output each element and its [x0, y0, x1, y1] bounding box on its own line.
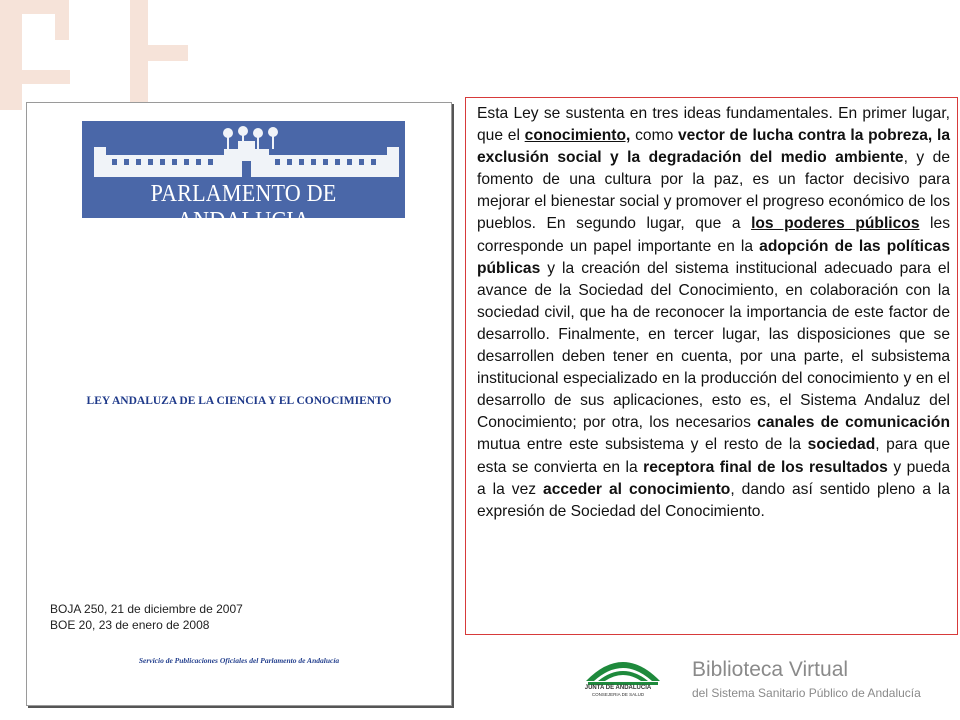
publisher-line: Servicio de Publicaciones Oficiales del Parlamento de Andalucía — [138, 656, 340, 665]
parliament-banner — [82, 121, 405, 234]
library-title: Biblioteca Virtual — [692, 658, 849, 681]
text-panel — [465, 97, 958, 635]
highlight-canales: canales de comunicación — [757, 414, 950, 432]
boja-reference: BOJA 250, 21 de diciembre de 2007 — [50, 602, 243, 616]
boe-reference: BOE 20, 23 de enero de 2008 — [50, 618, 210, 632]
highlight-vector: vector de lucha contra la pobreza, la exclusión social y la degradación del medio ambiente — [477, 127, 951, 167]
publication-references — [50, 601, 243, 633]
highlight-receptora: receptora final de los resultados — [643, 458, 888, 476]
highlight-poderes-publicos: los poderes públicos — [751, 215, 920, 233]
library-subtitle: del Sistema Sanitario Público de Andalucía — [692, 686, 921, 700]
banner-title: PARLAMENTO DE ANDALUCIA — [150, 181, 337, 234]
document-cover-preview — [26, 102, 452, 706]
highlight-politicas: adopción de las políticas públicas — [477, 237, 950, 277]
junta-andalucia-logo-icon — [578, 645, 668, 710]
highlight-acceder: acceder al conocimiento — [543, 480, 731, 498]
main-paragraph: Esta Ley se sustenta en tres ideas fundamentales. En primer lugar, que el conocimiento, como vector de lucha contra la pobreza, la exclusión social y la degradación del medio ambiente, y de fomento de una cultura por la paz, es un factor decisivo para mejorar el bienestar social y promover el progreso económico de los pueblos. En segundo lugar, que a los poderes públicos les corresponde un papel importante en la adopción de las políticas públicas y la creación del sistema institucional adecuado para el avance de la Sociedad del Conocimiento, en colaboración con la sociedad civil, que ha de reconocer la importancia de este factor de desarrollo. Finalmente, en tercer lugar, las disposiciones que se desarrollen deben tener en cuenta, por una parte, el subsistema institucional especializado en la producción del conocimiento y en el desarrollo de sus aplicaciones, esto es, el Sistema Andaluz del Conocimiento; por otra, los necesarios canales de comunicación mutua entre este subsistema y el resto de la sociedad, para que esta se convierta en la receptora final de los resultados y pueda a la vez acceder al conocimiento, dando así sentido pleno a la expresión de Sociedad del Conocimiento. — [477, 105, 951, 520]
law-title: LEY ANDALUZA DE LA CIENCIA Y EL CONOCIMIENTO — [86, 395, 392, 407]
highlight-sociedad: sociedad — [807, 436, 876, 454]
junta-label: JUNTA DE ANDALUCIA — [584, 685, 652, 691]
highlight-conocimiento: conocimiento, — [524, 127, 631, 145]
consejeria-label: CONSEJERIA DE SALUD — [591, 692, 645, 697]
